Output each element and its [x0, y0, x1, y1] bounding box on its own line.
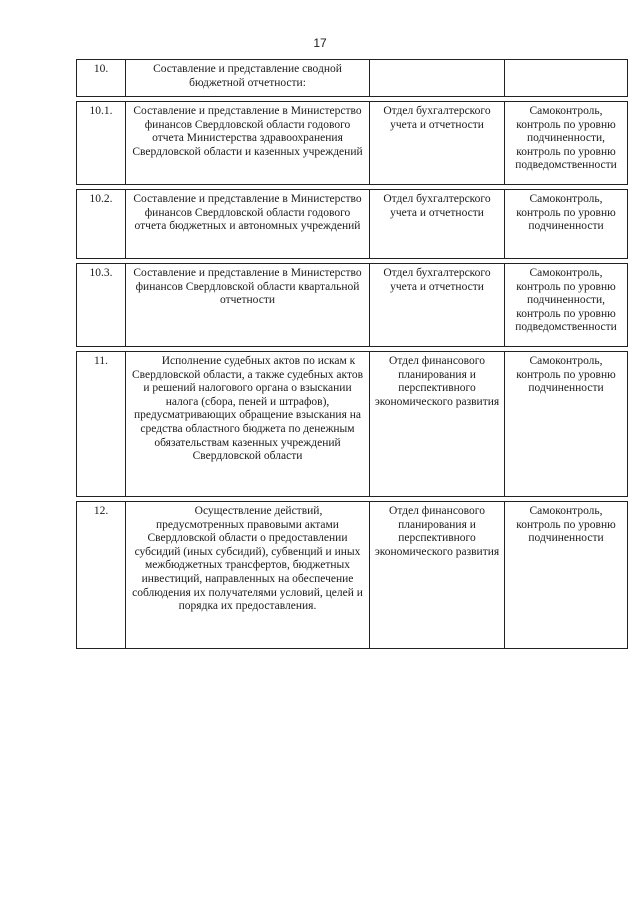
row-control: Самоконтроль, контроль по уровню подчиненности, контроль по уровню подведомственности [505, 102, 628, 185]
row-department: Отдел финансового планирования и перспективного экономического развития [370, 502, 505, 649]
row-department [370, 60, 505, 97]
table-row [77, 102, 628, 185]
control-procedures-table [76, 59, 628, 649]
row-number: 10.3. [77, 264, 126, 347]
row-number: 12. [77, 502, 126, 649]
table-row [77, 352, 628, 497]
table-row [77, 502, 628, 649]
row-number: 10.1. [77, 102, 126, 185]
row-description: Составление и представление в Министерство финансов Свердловской области квартальной отчетности [126, 264, 370, 347]
table-row [77, 264, 628, 347]
row-department: Отдел бухгалтерского учета и отчетности [370, 190, 505, 259]
row-control: Самоконтроль, контроль по уровню подчиненности [505, 502, 628, 649]
table-row [77, 60, 628, 97]
row-description: Составление и представление сводной бюджетной отчетности: [126, 60, 370, 97]
row-description: Осуществление действий, предусмотренных правовыми актами Свердловской области о предоставлении субсидий (иных субсидий), субвенций и иных межбюджетных трансфертов, бюджетных инвестиций, направленных на обеспечение соблюдения их получателями условий, целей и порядка их предоставления. [126, 502, 370, 649]
row-number: 10. [77, 60, 126, 97]
page-number: 17 [313, 36, 327, 50]
row-control: Самоконтроль, контроль по уровню подчиненности, контроль по уровню подведомственности [505, 264, 628, 347]
row-description: Исполнение судебных актов по искам к Свердловской области, а также судебных актов и решений налогового органа о взыскании налога (сбора, пеней и штрафов), предусматривающих обращение взыскания на средства областного бюджета по денежным обязательствам казенных учреждений Свердловской области [126, 352, 370, 497]
row-department: Отдел бухгалтерского учета и отчетности [370, 264, 505, 347]
row-control: Самоконтроль, контроль по уровню подчиненности [505, 352, 628, 497]
row-department: Отдел финансового планирования и перспективного экономического развития [370, 352, 505, 497]
row-department: Отдел бухгалтерского учета и отчетности [370, 102, 505, 185]
row-description: Составление и представление в Министерство финансов Свердловской области годового отчета Министерства здравоохранения Свердловской области и казенных учреждений [126, 102, 370, 185]
table-row [77, 190, 628, 259]
row-control: Самоконтроль, контроль по уровню подчиненности [505, 190, 628, 259]
row-number: 10.2. [77, 190, 126, 259]
row-control [505, 60, 628, 97]
row-description: Составление и представление в Министерство финансов Свердловской области годового отчета бюджетных и автономных учреждений [126, 190, 370, 259]
row-number: 11. [77, 352, 126, 497]
